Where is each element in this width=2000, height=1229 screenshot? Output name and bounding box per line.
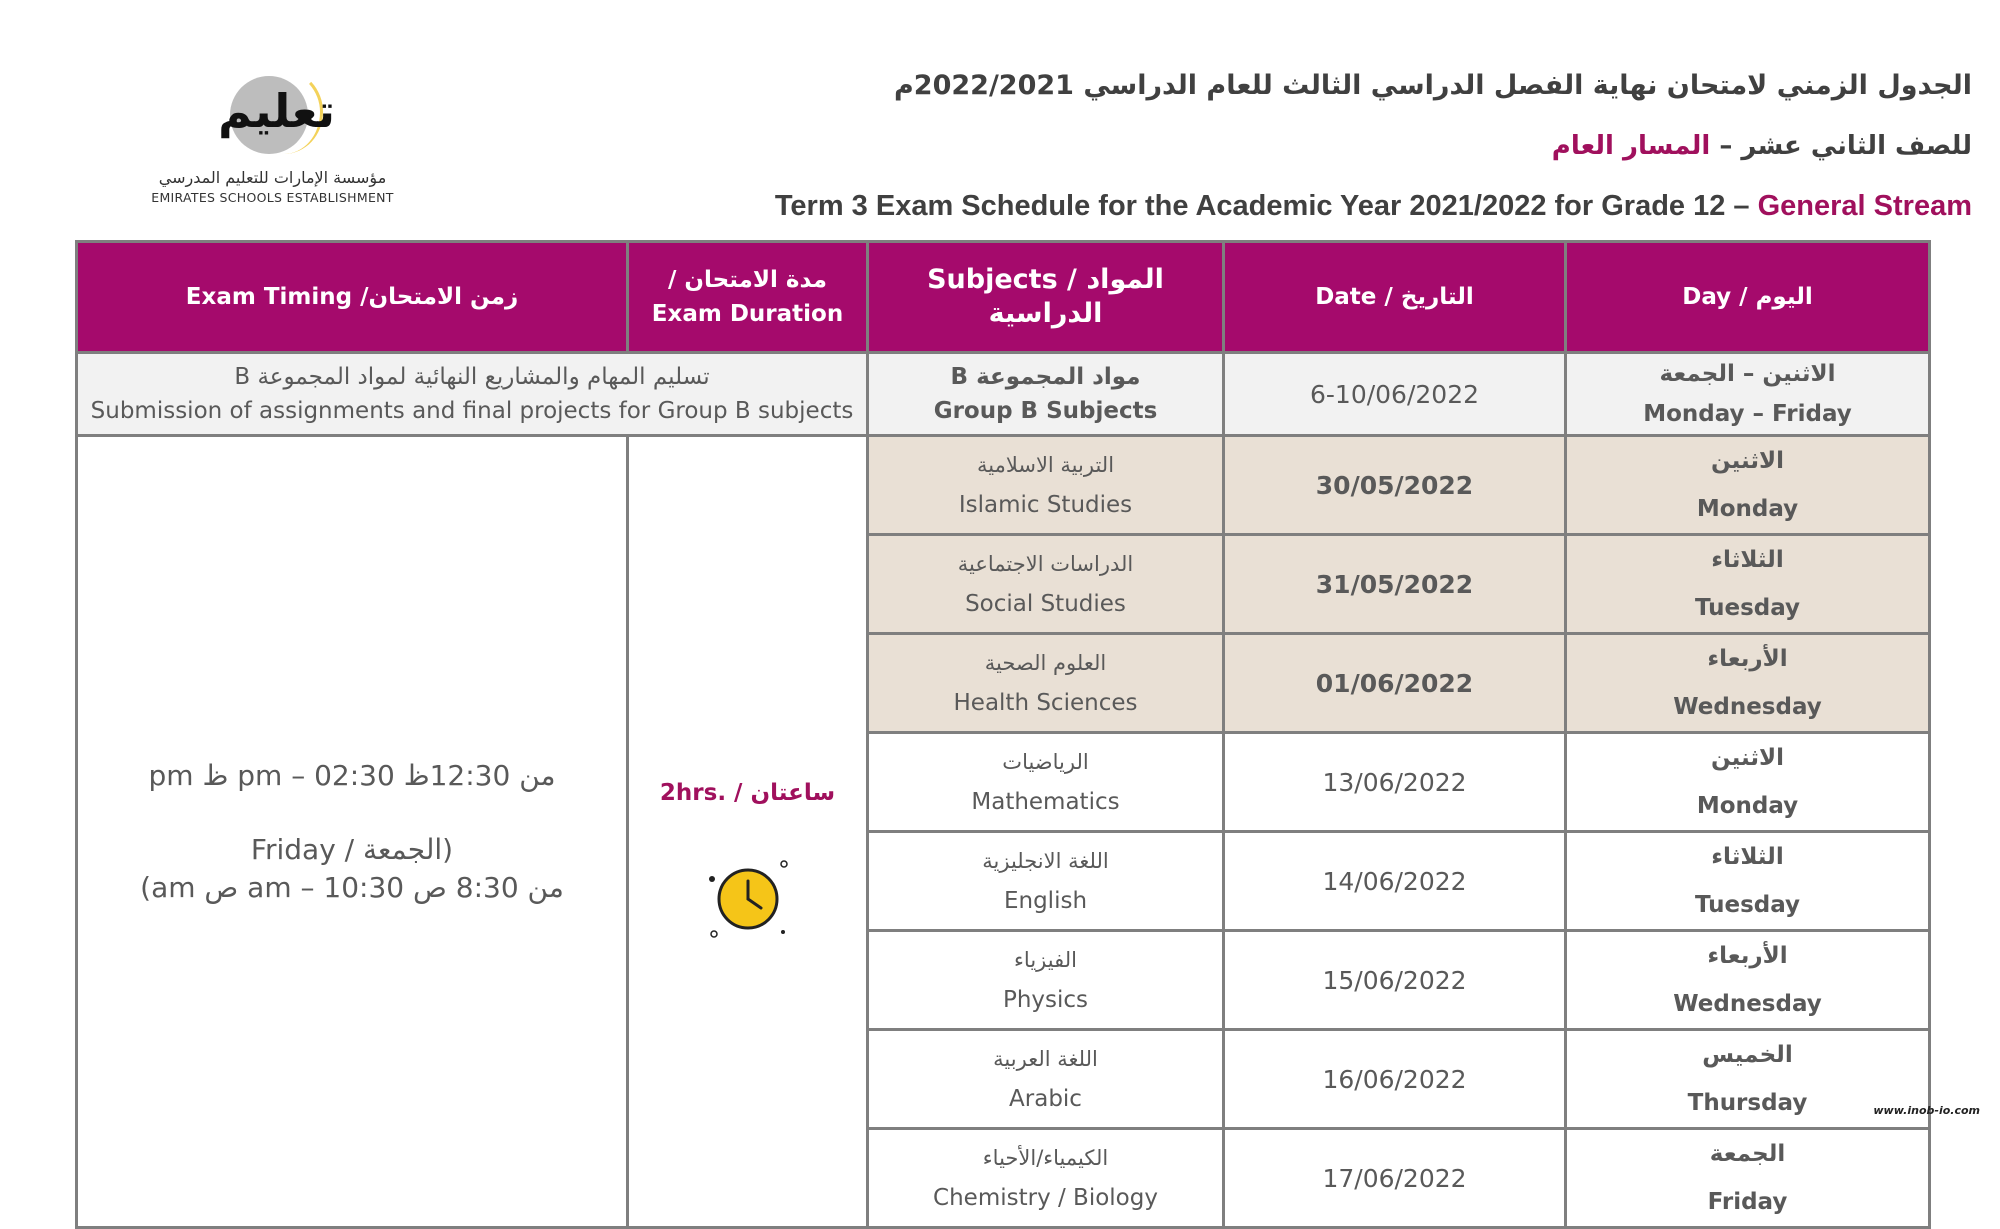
- date-cell: 01/06/2022: [1224, 634, 1566, 733]
- day-ar: الثلاثاء: [1711, 547, 1784, 573]
- day-ar: الأربعاء: [1707, 646, 1788, 672]
- day-ar: الاثنين: [1710, 745, 1785, 771]
- exam-duration: 2hrs. / ساعتان: [659, 779, 836, 806]
- subject-ar: الفيزياء: [1014, 948, 1077, 972]
- timing-line-1: من 12:30ظ pm – 02:30 ظ pm: [148, 758, 556, 792]
- subject-en: Health Sciences: [953, 690, 1138, 716]
- day-ar: الخميس: [1702, 1042, 1793, 1068]
- day-cell: [1566, 931, 1930, 1030]
- subject-cell: [868, 436, 1224, 535]
- date-cell: 31/05/2022: [1224, 535, 1566, 634]
- group-b-day: [1566, 353, 1930, 436]
- title-arabic: الجدول الزمني لامتحان نهاية الفصل الدراسي الثالث للعام الدراسي 2022/2021م: [894, 70, 1972, 101]
- subject-en: Physics: [1002, 987, 1089, 1013]
- subject-en: Arabic: [1009, 1086, 1082, 1112]
- grade-arabic: [1552, 131, 1972, 161]
- exam-timing-cell: [77, 436, 628, 1228]
- subject-cell: [868, 634, 1224, 733]
- group-b-subject: [868, 353, 1224, 436]
- date-cell: 30/05/2022: [1224, 436, 1566, 535]
- header-date: [1224, 242, 1566, 353]
- day-en: Wednesday: [1673, 694, 1822, 720]
- clock-icon: [703, 854, 793, 944]
- group-b-subject-ar: مواد المجموعة B: [950, 364, 1141, 390]
- day-ar: الاثنين: [1710, 448, 1785, 474]
- subject-cell: [868, 832, 1224, 931]
- title-english: [775, 190, 1972, 223]
- table-row: [77, 436, 1930, 535]
- logo-arabic-name: مؤسسة الإمارات للتعليم المدرسي: [158, 168, 387, 187]
- table-header-row: [77, 242, 1930, 353]
- day-ar: الأربعاء: [1707, 943, 1788, 969]
- day-ar: الجمعة: [1709, 1141, 1786, 1167]
- subject-ar: الكيمياء/الأحياء: [982, 1146, 1109, 1170]
- header-subjects-label: Subjects / المواد الدراسية: [927, 264, 1164, 329]
- subject-cell: [868, 733, 1224, 832]
- day-en: Tuesday: [1694, 595, 1801, 621]
- day-en: Monday: [1696, 793, 1799, 819]
- day-en: Tuesday: [1694, 892, 1801, 918]
- subject-ar: الرياضيات: [1002, 750, 1089, 774]
- day-cell: [1566, 1129, 1930, 1228]
- header-exam-timing: [77, 242, 628, 353]
- group-b-note-en: Submission of assignments and final projects for Group B subjects: [90, 398, 854, 424]
- date-cell: 17/06/2022: [1224, 1129, 1566, 1228]
- logo-mark: تعليم: [218, 84, 335, 138]
- day-cell: [1566, 535, 1930, 634]
- header-day: [1566, 242, 1930, 353]
- logo-english-name: EMIRATES SCHOOLS ESTABLISHMENT: [151, 190, 394, 205]
- date-cell: 15/06/2022: [1224, 931, 1566, 1030]
- grade-arabic-prefix: للصف الثاني عشر –: [1710, 131, 1972, 161]
- day-en: Friday: [1707, 1189, 1788, 1215]
- subject-cell: [868, 931, 1224, 1030]
- header-exam-timing-label: Exam Timing /زمن الامتحان: [185, 284, 519, 310]
- day-cell: [1566, 733, 1930, 832]
- date-cell: 13/06/2022: [1224, 733, 1566, 832]
- group-b-day-en: Monday – Friday: [1643, 401, 1852, 427]
- day-en: Monday: [1696, 496, 1799, 522]
- day-en: Thursday: [1687, 1090, 1808, 1116]
- subject-en: Islamic Studies: [958, 492, 1133, 518]
- subject-cell: [868, 1030, 1224, 1129]
- subject-cell: [868, 1129, 1224, 1228]
- header-day-label: Day / اليوم: [1682, 284, 1813, 310]
- timing-line-3: من 8:30 ص am – 10:30 ص am): [140, 870, 564, 904]
- group-b-day-ar: الاثنين – الجمعة: [1659, 361, 1836, 387]
- subject-ar: اللغة الانجليزية: [982, 849, 1109, 873]
- group-b-note: [77, 353, 868, 436]
- subject-ar: الدراسات الاجتماعية: [957, 552, 1134, 576]
- day-cell: [1566, 436, 1930, 535]
- header-exam-duration: [628, 242, 868, 353]
- timing-line-2: Friday / الجمعة): [250, 832, 454, 866]
- group-b-date: 6-10/06/2022: [1224, 353, 1566, 436]
- ese-logo: [135, 66, 410, 216]
- subject-ar: التربية الاسلامية: [976, 453, 1115, 477]
- day-cell: [1566, 832, 1930, 931]
- header-exam-duration-en: Exam Duration: [651, 301, 844, 327]
- title-english-stream: General Stream: [1757, 190, 1972, 222]
- day-ar: الثلاثاء: [1711, 844, 1784, 870]
- subject-ar: اللغة العربية: [993, 1047, 1098, 1071]
- exam-duration-cell: [628, 436, 868, 1228]
- day-en: Wednesday: [1673, 991, 1822, 1017]
- date-cell: 16/06/2022: [1224, 1030, 1566, 1129]
- group-b-subject-en: Group B Subjects: [933, 398, 1158, 424]
- subject-en: Social Studies: [965, 591, 1126, 617]
- group-b-note-ar: تسليم المهام والمشاريع النهائية لمواد المجموعة B: [234, 364, 710, 390]
- source-watermark: www.inob-io.com: [1873, 1104, 1980, 1117]
- title-english-prefix: Term 3 Exam Schedule for the Academic Year 2021/2022 for Grade 12 –: [774, 190, 1758, 222]
- date-cell: 14/06/2022: [1224, 832, 1566, 931]
- header-exam-duration-ar: مدة الامتحان /: [667, 267, 827, 293]
- grade-arabic-stream: المسار العام: [1551, 131, 1711, 161]
- subject-en: Chemistry / Biology: [933, 1185, 1158, 1211]
- subject-en: Mathematics: [971, 789, 1120, 815]
- subject-ar: العلوم الصحية: [984, 651, 1107, 675]
- header-date-label: Date / التاريخ: [1315, 284, 1474, 310]
- subject-en: English: [1003, 888, 1088, 914]
- exam-schedule-table: [75, 240, 1931, 1229]
- header-subjects: [868, 242, 1224, 353]
- subject-cell: [868, 535, 1224, 634]
- group-b-row: [77, 353, 1930, 436]
- day-cell: [1566, 634, 1930, 733]
